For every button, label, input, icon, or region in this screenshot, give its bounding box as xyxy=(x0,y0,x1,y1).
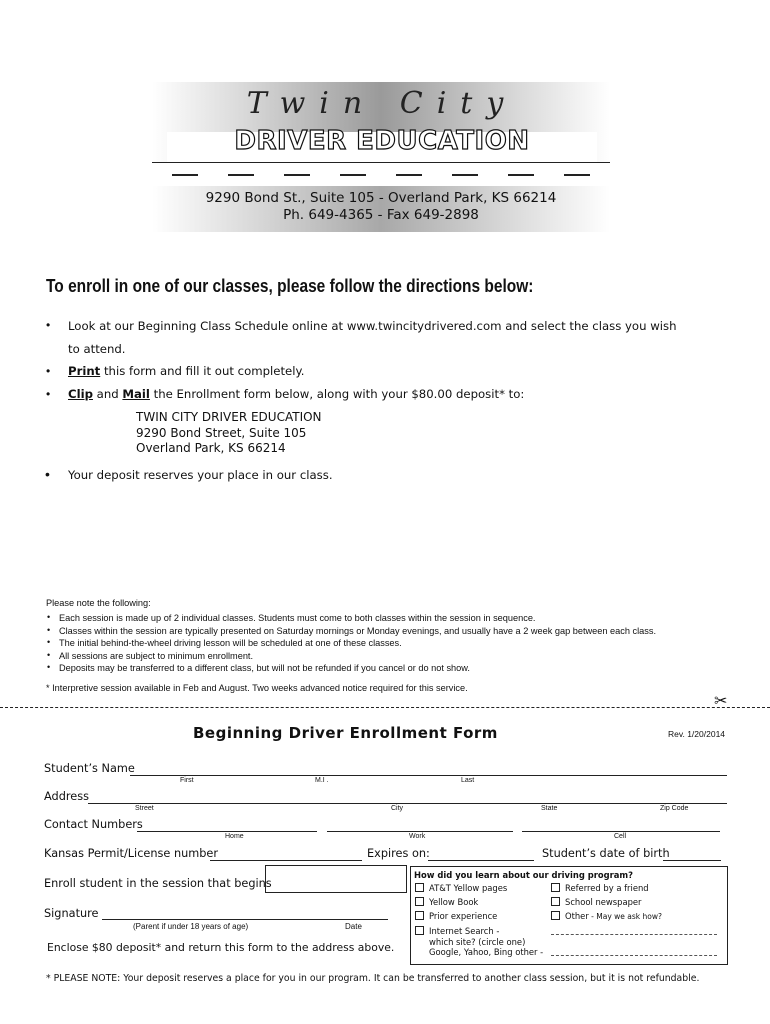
expires-label: Expires on: xyxy=(367,847,430,860)
logo-address-line2: Ph. 649-4365 - Fax 649-2898 xyxy=(283,207,479,223)
direction-3 xyxy=(68,387,524,401)
bullet: • xyxy=(46,318,51,332)
signature-field[interactable] xyxy=(102,919,388,920)
permit-label: Kansas Permit/License number xyxy=(44,847,219,860)
note-item: Each session is made up of 2 individual classes. Students must come to both classes within the session in sequence. xyxy=(59,613,536,623)
print-keyword: Print xyxy=(68,364,101,378)
middle-initial-caption: M.I . xyxy=(315,777,329,784)
zip-caption: Zip Code xyxy=(660,805,689,812)
last-name-caption: Last xyxy=(461,777,475,784)
direction-3-and: and xyxy=(92,387,123,401)
address-field[interactable] xyxy=(88,803,727,804)
note-bullet: • xyxy=(47,612,51,622)
final-note: * PLEASE NOTE: Your deposit reserves a place for you in our program. It can be transferred to another class session, but it is not refundable. xyxy=(46,973,700,984)
session-date-box[interactable] xyxy=(265,865,407,893)
first-name-caption: First xyxy=(180,777,194,784)
company-logo xyxy=(152,82,610,232)
checkbox[interactable] xyxy=(415,883,424,892)
logo-divider xyxy=(152,162,610,163)
internet-engines: Google, Yahoo, Bing other - xyxy=(429,947,544,957)
bullet: • xyxy=(46,387,51,401)
internet-other-field[interactable] xyxy=(551,955,717,956)
street-caption: Street xyxy=(135,805,154,812)
direction-2-text: this form and fill it out completely. xyxy=(100,364,305,378)
notes-heading: Please note the following: xyxy=(46,598,151,608)
permit-field[interactable] xyxy=(210,860,362,861)
cut-line xyxy=(0,707,770,708)
mailing-city: Overland Park, KS 66214 xyxy=(136,441,286,455)
signature-label: Signature xyxy=(44,907,99,920)
cell-phone-field[interactable] xyxy=(522,831,720,832)
scissors-icon: ✂ xyxy=(714,693,728,710)
other-explain-field[interactable] xyxy=(551,934,717,935)
clip-keyword: Clip xyxy=(68,387,93,401)
mailing-street: 9290 Bond Street, Suite 105 xyxy=(136,425,307,440)
note-item: Classes within the session are typically presented on Saturday mornings or Monday evenings, and usually have a 2 week gap between each class. xyxy=(59,626,657,636)
work-caption: Work xyxy=(409,833,426,840)
direction-1-line2: to attend. xyxy=(68,342,126,356)
note-item: The initial behind-the-wheel driving lesson will be scheduled at one of these classes. xyxy=(59,638,402,648)
student-name-field[interactable] xyxy=(130,775,727,776)
checkbox[interactable] xyxy=(415,926,424,935)
direction-4: Your deposit reserves your place in our class. xyxy=(68,468,333,482)
direction-1-line1: Look at our Beginning Class Schedule online at www.twincitydrivered.com and select the class you wish xyxy=(68,319,677,333)
page-headline: To enroll in one of our classes, please follow the directions below: xyxy=(46,276,534,296)
note-item: All sessions are subject to minimum enrollment. xyxy=(59,651,254,661)
survey-option-yellow-book[interactable]: Yellow Book xyxy=(415,897,478,907)
survey-option-other[interactable]: Other - May we ask how? xyxy=(551,911,662,921)
dob-field[interactable] xyxy=(663,860,721,861)
form-title: Beginning Driver Enrollment Form xyxy=(193,724,498,742)
bullet: • xyxy=(46,364,51,378)
note-bullet: • xyxy=(47,662,51,672)
logo-address-line1: 9290 Bond St., Suite 105 - Overland Park, KS 66214 xyxy=(205,190,557,206)
logo-dashes xyxy=(172,174,592,176)
survey-option-internet[interactable]: Internet Search - xyxy=(415,926,499,936)
checkbox[interactable] xyxy=(551,883,560,892)
session-label: Enroll student in the session that begins xyxy=(44,877,272,890)
student-name-label: Student’s Name xyxy=(44,762,135,775)
home-caption: Home xyxy=(225,833,244,840)
checkbox[interactable] xyxy=(415,897,424,906)
parent-note: (Parent if under 18 years of age) xyxy=(133,922,249,931)
direction-3-text: the Enrollment form below, along with your $80.00 deposit* to: xyxy=(149,387,525,401)
bullet: • xyxy=(45,466,50,482)
home-phone-field[interactable] xyxy=(137,831,317,832)
enclose-instruction: Enclose $80 deposit* and return this form to the address above. xyxy=(47,941,395,954)
mail-keyword: Mail xyxy=(122,387,150,401)
survey-heading: How did you learn about our driving program? xyxy=(414,870,633,880)
direction-2 xyxy=(68,364,304,378)
survey-option-att[interactable]: AT&T Yellow pages xyxy=(415,883,507,893)
survey-option-newspaper[interactable]: School newspaper xyxy=(551,897,642,907)
logo-address xyxy=(152,190,610,224)
cell-caption: Cell xyxy=(614,833,627,840)
dob-label: Student’s date of birth xyxy=(542,847,670,860)
mailing-address xyxy=(136,410,322,457)
checkbox[interactable] xyxy=(551,911,560,920)
work-phone-field[interactable] xyxy=(327,831,513,832)
expires-field[interactable] xyxy=(428,860,534,861)
mailing-name: TWIN CITY DRIVER EDUCATION xyxy=(136,410,322,424)
survey-option-referred[interactable]: Referred by a friend xyxy=(551,883,649,893)
checkbox[interactable] xyxy=(415,911,424,920)
internet-which-site: which site? (circle one) xyxy=(429,937,526,947)
city-caption: City xyxy=(391,805,404,812)
date-caption: Date xyxy=(345,922,362,931)
note-bullet: • xyxy=(47,637,51,647)
note-bullet: • xyxy=(47,625,51,635)
revision-date: Rev. 1/20/2014 xyxy=(668,729,726,739)
logo-main-text: DRIVER EDUCATION xyxy=(234,126,530,156)
state-caption: State xyxy=(541,805,558,812)
address-label: Address xyxy=(44,790,89,803)
checkbox[interactable] xyxy=(551,897,560,906)
notes-footnote: * Interpretive session available in Feb and August. Two weeks advanced notice required for this service. xyxy=(46,683,468,693)
survey-option-prior[interactable]: Prior experience xyxy=(415,911,497,921)
contact-numbers-label: Contact Numbers xyxy=(44,818,143,831)
logo-script-text: Twin City xyxy=(246,86,518,121)
note-item: Deposits may be transferred to a different class, but will not be refunded if you cancel or do not show. xyxy=(59,663,470,673)
note-bullet: • xyxy=(47,650,51,660)
